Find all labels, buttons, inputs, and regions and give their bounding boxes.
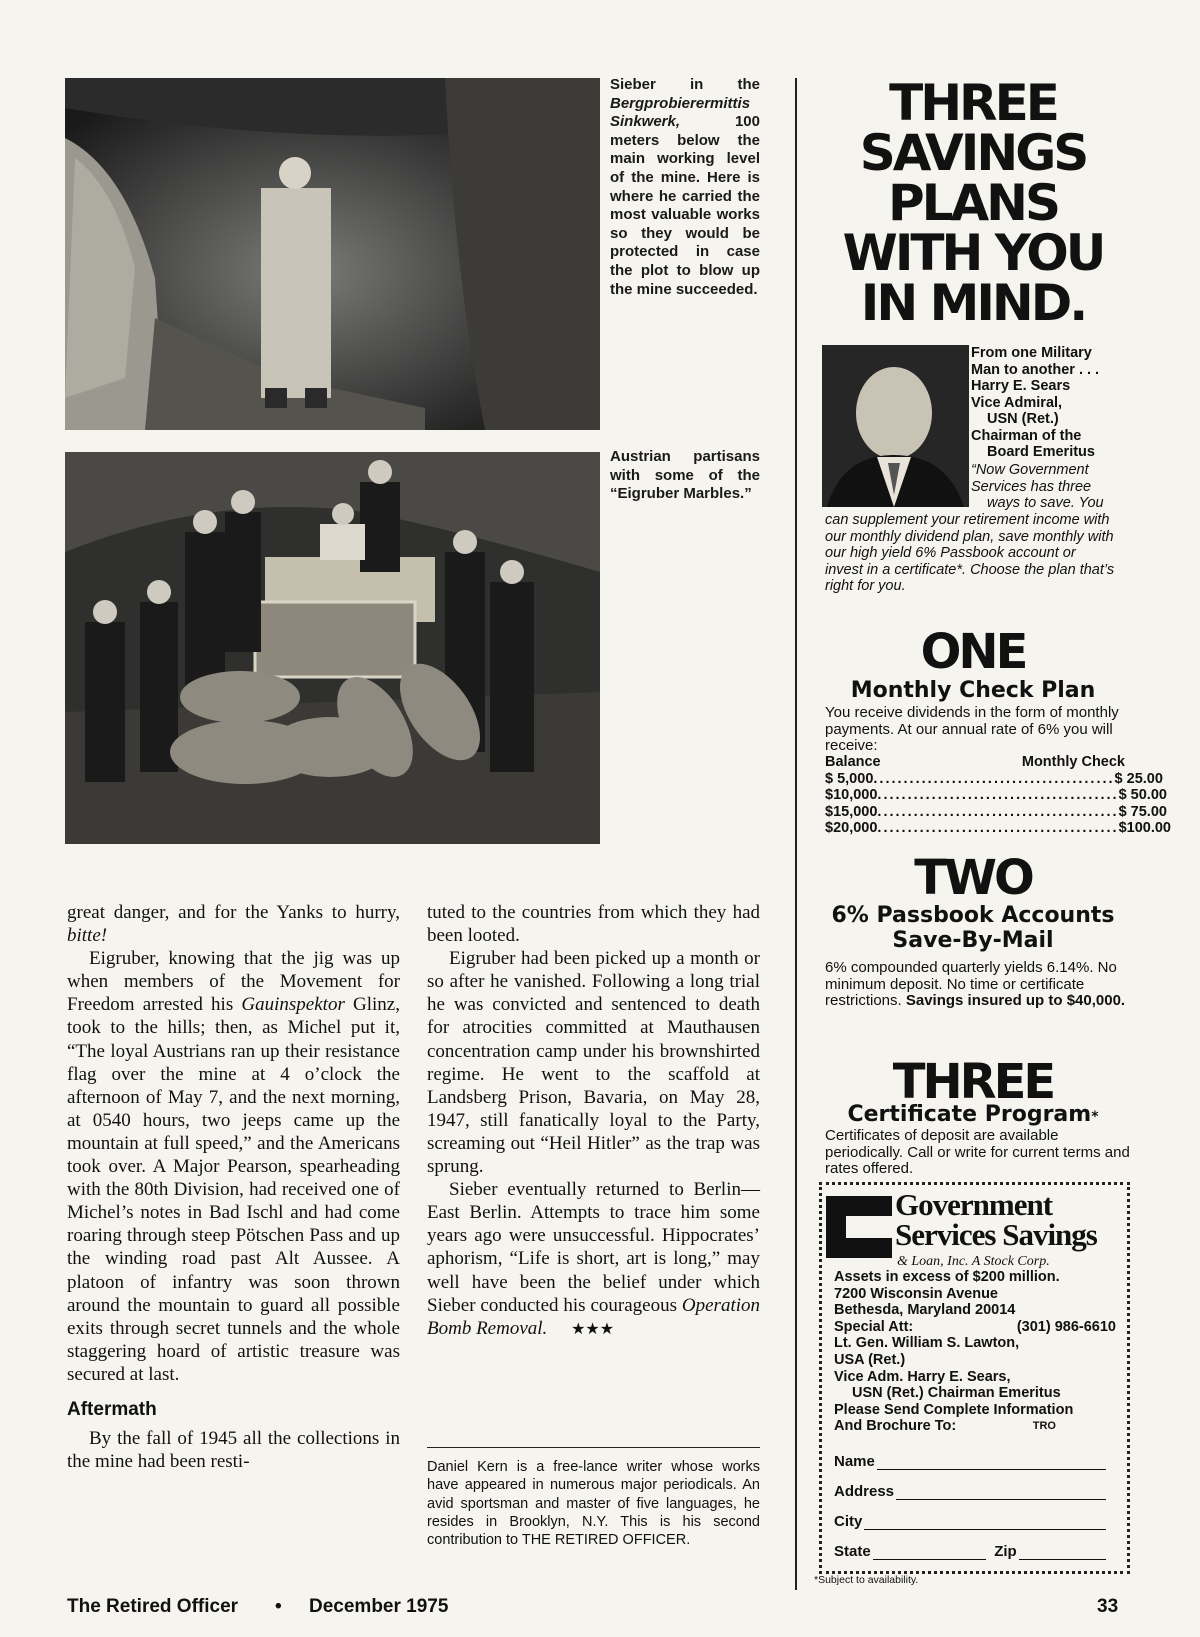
col1-paragraph-1 bbox=[67, 901, 400, 947]
ad-headline-line-5: IN MIND. bbox=[860, 274, 1086, 332]
state-field-line[interactable] bbox=[873, 1545, 987, 1560]
rate-check: $ 75.00 bbox=[1118, 803, 1167, 820]
coupon-code: TRO bbox=[1032, 1420, 1056, 1433]
ad-headline-line-3: PLANS bbox=[887, 174, 1059, 232]
meta-line-4: Vice Admiral, bbox=[971, 394, 1063, 411]
plan-two-text-regular: 6% compounded quarterly yields 6.14%. No minimum deposit. No time or certificate restrictions. bbox=[825, 959, 1117, 1010]
col2-p3-text: Sieber eventually returned to Berlin—East Berlin. Attempts to trace him some years ago were unsuccessful. Hippocrates’ aphorism, “Life is short, art is long,” may well have been the belief under which Sieber conducted his courageous bbox=[427, 1179, 760, 1316]
ad-headline-line-2: SAVINGS bbox=[859, 124, 1087, 182]
photo-sieber-in-mine bbox=[65, 78, 600, 430]
col1-p2-italic: Gauinspektor bbox=[241, 994, 345, 1016]
caption-partisans: Austrian partisans with some of the “Eigruber Marbles.” bbox=[610, 448, 760, 503]
caption-sieber-mine-name: Bergprobierermittis Sinkwerk, bbox=[610, 94, 751, 131]
rate-balance: $ 5,000 bbox=[825, 770, 874, 787]
plan-one-text: You receive dividends in the form of monthly payments. At our annual rate of 6% you will receive: bbox=[825, 704, 1119, 755]
city-field-line[interactable] bbox=[864, 1515, 1106, 1530]
company-assets: Assets in excess of $200 million. bbox=[834, 1269, 1060, 1285]
contact-sears: Vice Adm. Harry E. Sears, bbox=[834, 1368, 1011, 1385]
col1-paragraph-2 bbox=[67, 947, 400, 1386]
availability-footnote: *Subject to availability. bbox=[814, 1574, 919, 1586]
sears-credentials bbox=[971, 345, 1121, 461]
city-field-label: City bbox=[834, 1513, 863, 1530]
city-field[interactable] bbox=[834, 1513, 1106, 1530]
end-mark: ★★★ bbox=[571, 1318, 615, 1338]
ad-headline-line-1: THREE bbox=[889, 74, 1057, 132]
col1-p2-text-c: Glinz, took to the hills; then, as Michel put it, “The loyal Austrians ran up their resistance flag over the mine at 4 o’clock the afternoon of May 7, and the next morning, at 0540 hours, two jeeps came up the mountain at full speed,” and the Americans took over. A Major Pearson, spearheading with the 80th Division, had received one of Michel’s notes in Bad Ischl and had come roaring through steep Pötschen Pass and up the winding road past Alt Aussee. A platoon of infantry was soon thrown around the mountain to guard all possible exits through secret tunnels and the whole staggering hoard of artistic treasure was secured at last. bbox=[67, 994, 400, 1385]
col1-p1-text: great danger, and for the Yanks to hurry, bbox=[67, 902, 400, 923]
company-street: 7200 Wisconsin Avenue bbox=[834, 1285, 998, 1302]
rate-check: $ 50.00 bbox=[1118, 787, 1167, 803]
company-name-line-2: Services Savings bbox=[895, 1217, 1097, 1252]
company-subtitle: & Loan, Inc. A Stock Corp. bbox=[897, 1254, 1050, 1269]
zip-field-line[interactable] bbox=[1019, 1545, 1106, 1560]
rates-header-check: Monthly Check bbox=[1021, 754, 1125, 770]
ad-headline bbox=[808, 74, 1138, 332]
quote-side-line-2: Services has three bbox=[971, 478, 1092, 495]
meta-line-6: Chairman of the bbox=[971, 427, 1082, 444]
contact-sears-rank: USN (Ret.) Chairman Emeritus bbox=[852, 1385, 1061, 1402]
name-field[interactable] bbox=[834, 1453, 1106, 1470]
footer-magazine-title: The Retired Officer bbox=[67, 1596, 239, 1617]
footer-bullet: • bbox=[275, 1596, 282, 1617]
rate-check: $ 25.00 bbox=[1114, 770, 1163, 787]
rate-balance: $10,000 bbox=[825, 787, 878, 803]
col1-paragraph-3: By the fall of 1945 all the collections in the mine had been resti- bbox=[67, 1428, 400, 1473]
page-number: 33 bbox=[1097, 1596, 1119, 1617]
plan-two-text bbox=[825, 960, 1130, 1010]
address-field-label: Address bbox=[834, 1483, 895, 1500]
ad-headline-line-4: WITH YOU bbox=[842, 224, 1104, 282]
quote-side-line-1: “Now Government bbox=[971, 462, 1089, 478]
plan-three-number: THREE bbox=[892, 1054, 1054, 1110]
company-info bbox=[834, 1269, 1116, 1435]
special-attention-label: Special Att: bbox=[834, 1318, 914, 1335]
rate-row: $20,000 ........................................ $100.00 bbox=[825, 820, 1171, 836]
meta-line-7: Board Emeritus bbox=[987, 444, 1095, 460]
name-field-label: Name bbox=[834, 1453, 875, 1470]
meta-line-3: Harry E. Sears bbox=[971, 378, 1071, 394]
contact-lawton: Lt. Gen. William S. Lawton, bbox=[834, 1335, 1020, 1352]
plan-two-title-1: 6% Passbook Accounts bbox=[831, 903, 1115, 928]
rate-balance: $20,000 bbox=[825, 820, 878, 836]
rates-header-balance: Balance bbox=[825, 754, 881, 770]
footer-date: December 1975 bbox=[309, 1596, 449, 1617]
plan-two-text-bold: Savings insured up to $40,000. bbox=[905, 992, 1126, 1010]
company-city: Bethesda, Maryland 20014 bbox=[834, 1302, 1016, 1319]
address-field[interactable] bbox=[834, 1483, 1106, 1500]
aftermath-heading: Aftermath bbox=[67, 1398, 157, 1420]
coupon-cta-line bbox=[834, 1418, 1116, 1435]
quote-side-line-3: ways to save. You bbox=[987, 495, 1104, 511]
address-field-line[interactable] bbox=[896, 1485, 1106, 1500]
ad-divider bbox=[795, 78, 797, 1590]
col2-p3-italic: Operation Bomb Removal. bbox=[427, 1294, 760, 1339]
rate-row: $10,000 ........................................ $ 50.00 bbox=[825, 787, 1167, 803]
portrait-harry-sears bbox=[822, 345, 969, 507]
caption-sieber-rest: 100 meters below the main working level of the mine. Here is where he carried the most valuable works so they would be protected in case the plot to blow up the mine succeeded. bbox=[610, 113, 760, 298]
meta-line-5: USN (Ret.) bbox=[987, 411, 1059, 427]
gss-logo-icon bbox=[826, 1196, 892, 1258]
monthly-check-table bbox=[825, 754, 1171, 837]
zip-field-label: Zip bbox=[994, 1543, 1017, 1560]
plan-two-number: TWO bbox=[914, 850, 1032, 906]
state-field-label: State bbox=[834, 1543, 871, 1560]
caption-sieber-prefix: Sieber in the bbox=[610, 76, 760, 93]
bio-divider bbox=[427, 1447, 760, 1448]
col2-paragraph-1: tuted to the countries from which they had been looted. bbox=[427, 902, 760, 947]
coupon-cta-1: Please Send Complete Information bbox=[834, 1401, 1074, 1418]
col1-p2-text-a: Eigruber, knowing that the jig was up when members of the Movement for Freedom arrested his bbox=[67, 948, 400, 1016]
col1-p1-italic: bitte! bbox=[67, 925, 108, 947]
col2-paragraph-2: Eigruber had been picked up a month or so after he vanished. Following a long trial he was convicted and sentenced to death for atrocities committed at Mauthausen concentration camp under his brownshirted regime. He went to the scaffold at Landsberg Prison, Bavaria, on May 28, 1947, still fanatically loyal to the Party, screaming out “Heil Hitler” as the trap was sprung. bbox=[427, 948, 760, 1178]
company-phone: (301) 986-6610 bbox=[1016, 1318, 1116, 1335]
rate-balance: $15,000 bbox=[825, 803, 878, 820]
caption-sieber bbox=[610, 76, 760, 299]
col2-paragraph-3 bbox=[427, 1178, 760, 1340]
sears-quote-side bbox=[971, 462, 1121, 512]
article-column-2 bbox=[427, 901, 760, 1340]
plan-three-title bbox=[808, 1102, 1138, 1130]
photo-austrian-partisans bbox=[65, 452, 600, 844]
plan-two-title-2: Save-By-Mail bbox=[892, 928, 1054, 953]
meta-line-1: From one Military bbox=[971, 345, 1092, 361]
plan-one-number: ONE bbox=[920, 624, 1026, 680]
coupon-cta-2: And Brochure To: bbox=[834, 1418, 957, 1435]
special-attention-line bbox=[834, 1319, 1116, 1336]
rate-row: $15,000 ........................................ $ 75.00 bbox=[825, 803, 1167, 820]
plan-three-text: Certificates of deposit are available periodically. Call or write for current terms and rates offered. bbox=[825, 1127, 1130, 1178]
rate-row: $ 5,000 ........................................ $ 25.00 bbox=[825, 770, 1163, 787]
state-zip-field[interactable] bbox=[834, 1543, 1106, 1560]
article-column-1 bbox=[67, 901, 400, 1473]
meta-line-2: Man to another . . . bbox=[971, 361, 1100, 378]
plan-three-title-mark: * bbox=[1091, 1109, 1099, 1125]
name-field-line[interactable] bbox=[877, 1455, 1106, 1470]
rates-header bbox=[825, 754, 1125, 771]
company-name-line-1: Government bbox=[895, 1187, 1053, 1222]
company-name bbox=[895, 1187, 1097, 1252]
plan-three-title-text: Certificate Program bbox=[847, 1102, 1092, 1127]
contact-lawton-rank: USA (Ret.) bbox=[834, 1351, 906, 1368]
sears-quote-body: can supplement your retirement income with our monthly dividend plan, save monthly with our high yield 6% Passbook account or invest in a certificate*. Choose the plan that’s right for you. bbox=[825, 512, 1115, 594]
rate-check: $100.00 bbox=[1118, 820, 1171, 836]
plan-one-title: Monthly Check Plan bbox=[850, 678, 1096, 703]
author-bio: Daniel Kern is a free-lance writer whose works have appeared in numerous major periodicals. An avid sportsman and master of five languages, he resides in Brooklyn, N.Y. This is his second contribution to THE RETIRED OFFICER. bbox=[427, 1459, 760, 1549]
